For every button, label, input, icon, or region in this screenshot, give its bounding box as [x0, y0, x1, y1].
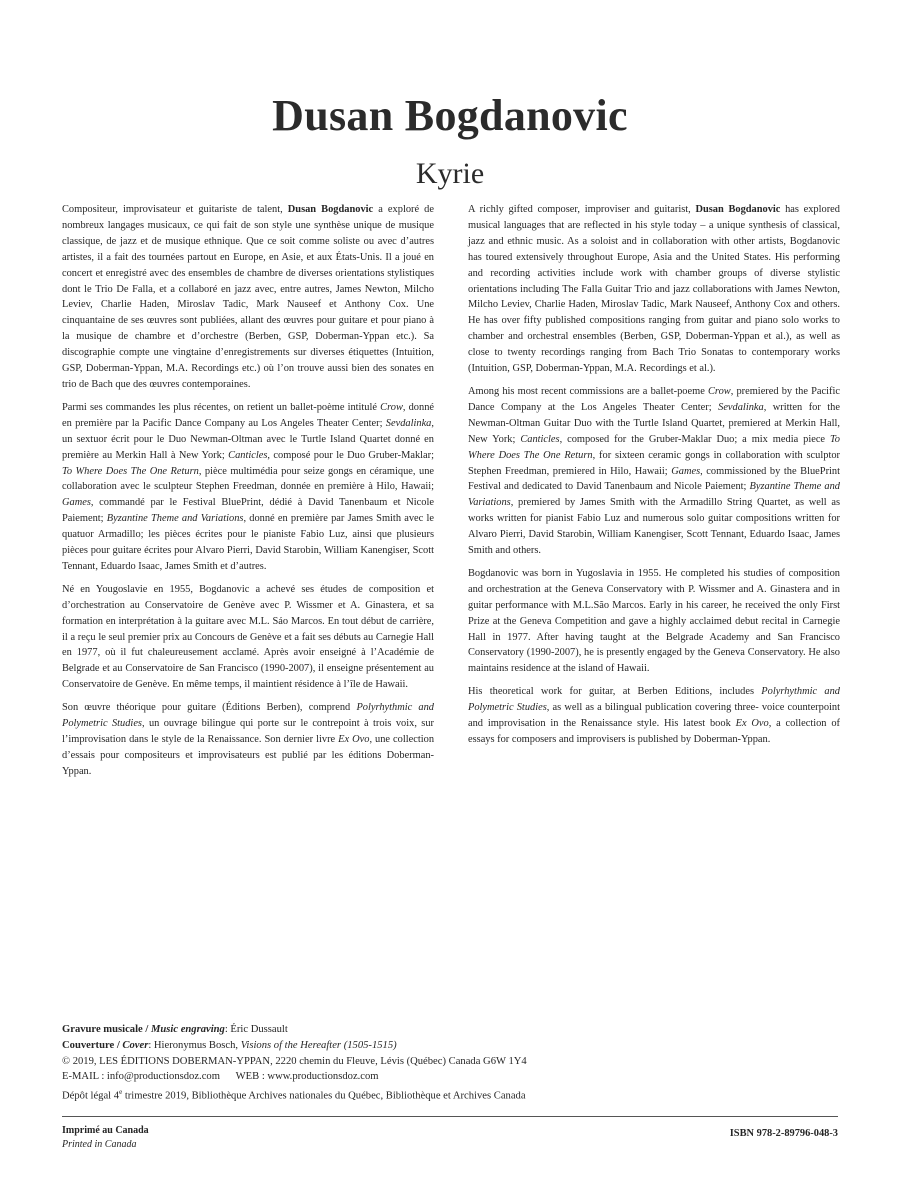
bio-fr-paragraph-4: Son œuvre théorique pour guitare (Éditions Berben), comprend Polyrhythmic and Polymetric Studies, un ouvrage bilingue qui porte sur le contrepoint à trois voix, sur l’improvisation dans le style de la Renaissance. Son dernier livre Ex Ovo, une collection d’essais pour compositeurs et improvisateurs est publié par les éditions Doberman-Yppan. — [62, 702, 435, 777]
bio-fr-paragraph-3: Né en Yougoslavie en 1955, Bogdanovic a achevé ses études de composition et d’orchestration au Conservatoire de Genève avec P. Wissmer et A. Ginastera, et sa formation en interprétation à la guitare avec M.L. Sáo Marcos. En tout début de carrière, il a reçu le seul premier prix au Concours de Genève et a fait ses débuts au Carnegie Hall en 1977, où il fut chaleureusement acclamé. Après avoir enseigné à l’Académie de Belgrade et au Conservatoire de San Francisco (1990-2007), il enseigne présentement au Conservatoire de Genève. En même temps, il maintient résidence à l’île de Hawaii. — [62, 583, 434, 691]
bio-en-paragraph-1: A richly gifted composer, improviser and guitarist, Dusan Bogdanovic has explored musical languages that are reflected in his style today – a unique synthesis of classical, jazz and ethnic music. As a soloist and in collaboration with other artists, Bogdanovic has toured extensively throughout Europe, Asia and the United States. His performing and recording activities include work with chamber groups of diverse stylistic orientations including The Falla Guitar Trio and jazz collaborations with James Newton, Milcho Leviev, Charlie Haden, Miroslav Tadic, Mark Nauseef, Anthony Cox and others. He has over fifty published compositions ranging from guitar and piano solo works to chamber and orchestral ensembles (Berben, GSP, Doberman-Yppan et al.), as well as close to twenty recordings ranging from Bach Trio Sonatas to contemporary works (Intuition, GSP, Doberman-Yppan, M.A. Recordings et al.). — [468, 204, 840, 375]
biography-french — [62, 202, 434, 787]
footer-divider — [62, 1116, 838, 1117]
copyright-line: © 2019, LES ÉDITIONS DOBERMAN-YPPAN, 2220 chemin du Fleuve, Lévis (Québec) Canada G6W 1Y4 — [62, 1055, 527, 1067]
composer-name: Dusan Bogdanovic — [272, 91, 628, 140]
printed-in — [62, 1124, 149, 1152]
contact-line: E-MAIL : info@productionsdoz.com WEB : www.productionsdoz.com — [62, 1071, 379, 1083]
cover-credit: Couverture / Cover: Hieronymus Bosch, Visions of the Hereafter (1505-1515) — [62, 1039, 397, 1051]
legal-deposit-line: Dépôt légal 4e trimestre 2019, Bibliothèque Archives nationales du Québec, Bibliothèque et Archives Canada — [62, 1088, 526, 1102]
printed-in-en: Printed in Canada — [62, 1139, 137, 1150]
bio-fr-paragraph-1: Compositeur, improvisateur et guitariste de talent, Dusan Bogdanovic a exploré de nombreux langages musicaux, ce qui fait de son style une synthèse unique de musique classique, de jazz et de musique ethnique. Que ce soit comme soliste ou avec d’autres artistes, il a fait des tournées partout en Europe, en Asie, et aux États-Unis. Il a joué en concert et enregistré avec des ensembles de chambre de diverses orientations stylistiques dont le Trio De Falla, et a collaboré en jazz avec, entre autres, James Newton, Milcho Leviev, Charlie Haden, Miroslav Tadic, Mark Nauseef et Anthony Cox. Une cinquantaine de ses œuvres sont publiées, allant des œuvres pour guitare et pour piano à la musique de chambre et d’orchestre (Berben, GSP, Doberman-Yppan etc.). Sa discographie compte une vingtaine d’enregistrements sur diverses étiquettes (Intuition, GSP, Doberman-Yppan, M.A. Recordings etc.) où l’on trouve aussi bien des sonates en trio de Bach que des œuvres contemporaines. — [62, 204, 434, 390]
work-title: Kyrie — [415, 157, 485, 190]
bio-en-paragraph-3: Bogdanovic was born in Yugoslavia in 1955. He completed his studies of composition and orchestration at the Geneva Conservatory with P. Wissmer and A. Ginastera and in guitar performance with M.L.São Marcos. Early in his career, he received the only First Prize at the Geneva Competition and gave a highly acclaimed debut recital in Carnegie Hall in 1977. After having taught at the Belgrade Academy and San Francisco Conservatory (1990-2007), he is presently engaged by the Geneva Conservatory. He also maintains residence at the island of Hawaii. — [468, 567, 840, 675]
bio-fr-paragraph-2: Parmi ses commandes les plus récentes, on retient un ballet-poème intitulé Crow, donné en première par la Pacific Dance Company au Los Angeles Theater Center; Sevdalinka, un sextuor écrit pour le Duo Newman-Oltman avec le Turtle Island Quartet donné en première au Merkin Hall à New York; Canticles, composé pour le Duo Gruber-Maklar; To Where Does The One Return, pièce multimédia pour seize gongs en céramique, une collaboration avec le sculpteur Stephen Freedman, donnée en première à Hilo, Hawaii; Games, commandé par le Festival BluePrint, dédié à David Tanenbaum et Nicole Paiement; Byzantine Theme and Variations, donné en première par James Smith avec le quatuor Armadillo; les pièces écrites pour le pianiste Fabio Luz, ainsi que plusieurs pièces pour guitare écrites pour Alvaro Pierri, David Starobin, William Kanengiser, Scott Tennant, Eduardo Isaac, James Smith et d’autres. — [62, 401, 435, 572]
bio-en-paragraph-2: Among his most recent commissions are a ballet-poeme Crow, premiered by the Pacific Dance Company at the Los Angeles Theater Center; Sevdalinka, written for the Newman-Oltman Guitar Duo with the Turtle Island Quartet, premiered at Merkin Hall, New York; Canticles, composed for the Gruber-Maklar Duo; a mix media piece To Where Does The One Return, for sixteen ceramic gongs in collaboration with sculptor Stephen Freedman, premiered in Hilo, Hawaii; Games, commissioned by the BluePrint Festival and dedicated to David Tanenbaum and Nicole Paiement; Byzantine Theme and Variations, premiered by James Smith with the Armadillo String Quartet, as well as works written for pianist Fabio Luz and numerous solo guitar compositions written for Alvaro Pierri, David Starobin, William Kanengiser, Scott Tennant, Eduardo Isaac, James Smith and others. — [468, 385, 841, 557]
bio-en-paragraph-4: His theoretical work for guitar, at Berben Editions, includes Polyrhythmic and Polymetric Studies, as well as a bilingual publication covering three- voice counterpoint and improvisation in the Renaissance style. His latest book Ex Ovo, a collection of essays for composers and improvisers is published by Doberman-Yppan. — [468, 686, 841, 745]
printed-in-fr: Imprimé au Canada — [62, 1125, 149, 1136]
publication-credits — [62, 1022, 842, 1105]
engraving-credit: Gravure musicale / Music engraving: Éric Dussault — [62, 1024, 288, 1035]
isbn-number: ISBN 978-2-89796-048-3 — [729, 1128, 838, 1139]
biography-english — [468, 202, 840, 755]
